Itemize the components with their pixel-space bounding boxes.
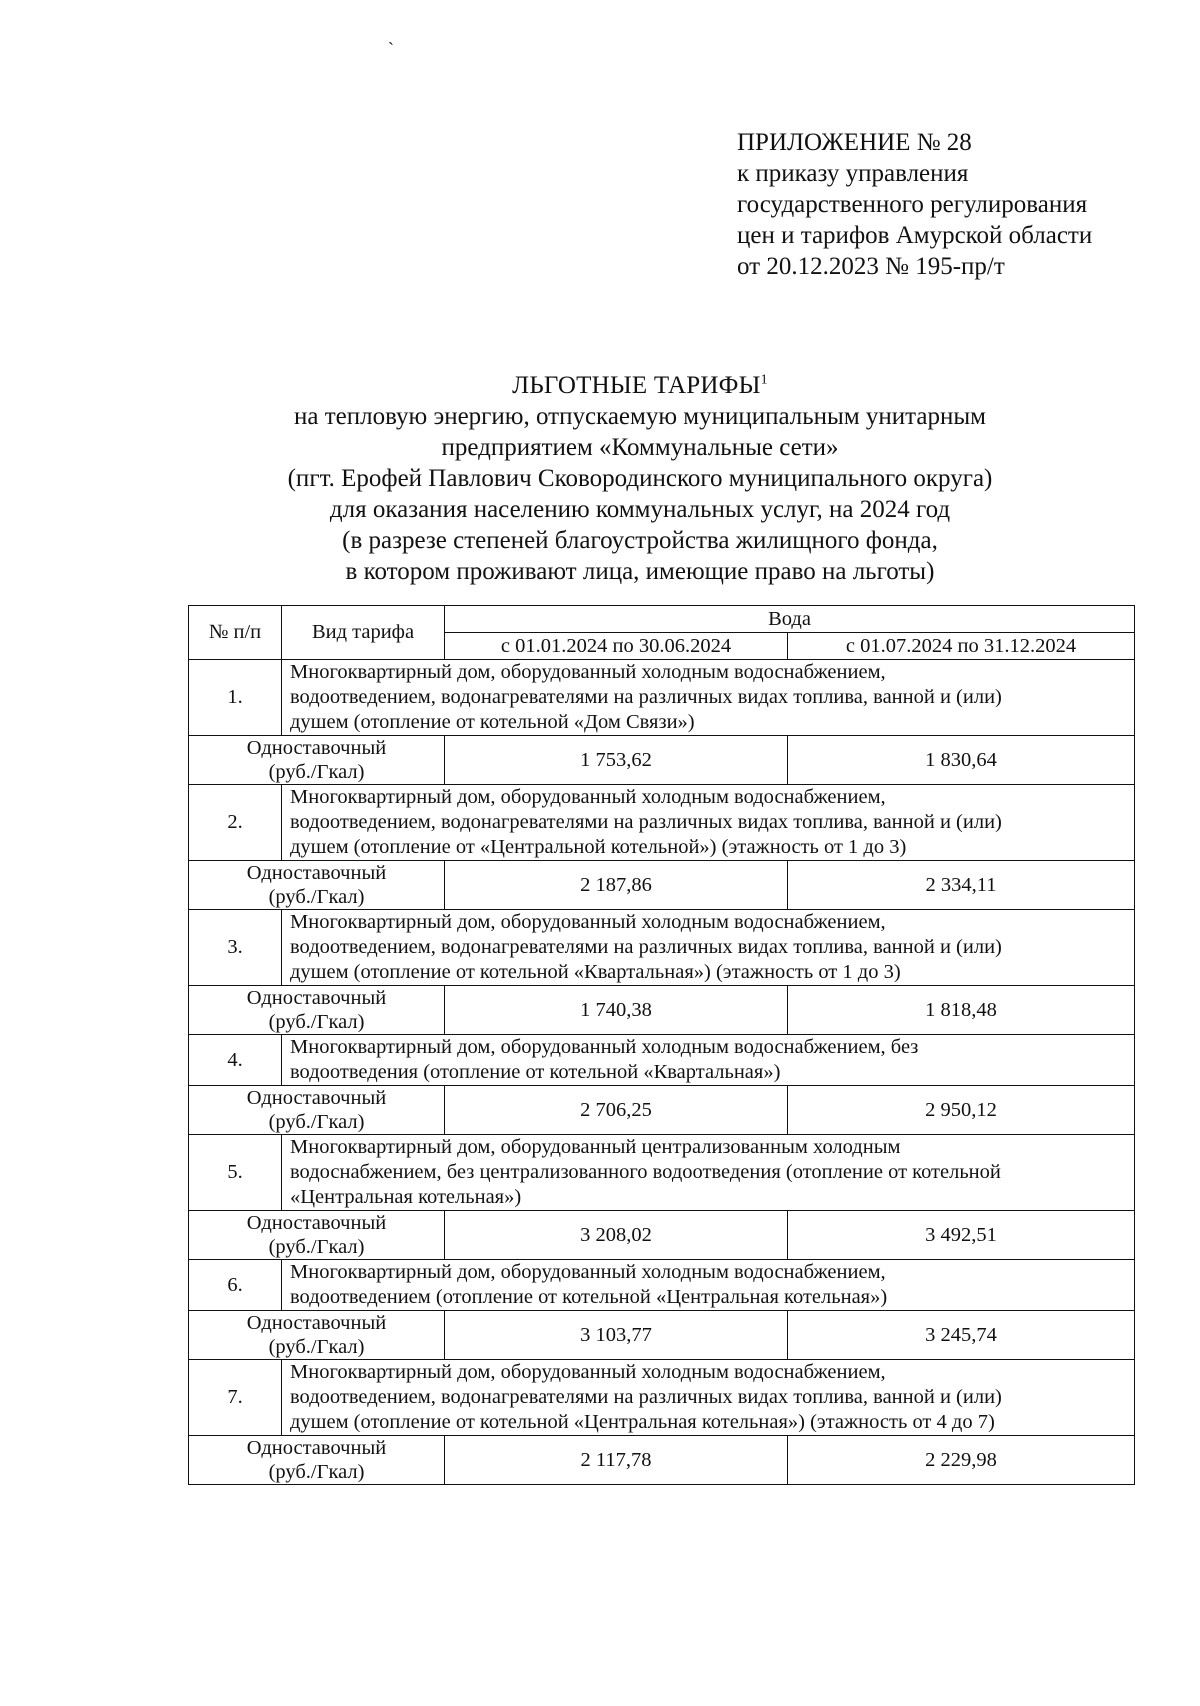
tariff-type-line: (руб./Гкал) — [268, 1011, 365, 1033]
appendix-number: ПРИЛОЖЕНИЕ № 28 — [737, 129, 972, 156]
appendix-line: государственного регулирования — [737, 191, 1088, 218]
description-line: душем (отопление от котельной «Дом Связи») — [290, 711, 695, 733]
tariff-type-line: Одноставочный — [246, 1212, 387, 1234]
description-line: Многоквартирный дом, оборудованный централизованным холодным — [290, 1136, 901, 1158]
title-main — [180, 370, 1100, 401]
tariff-type-line: Одноставочный — [246, 987, 387, 1009]
housing-description — [282, 1135, 1135, 1211]
housing-description — [282, 1260, 1135, 1311]
description-line: душем (отопление от котельной «Центральная котельная») (этажность от 4 до 7) — [290, 1411, 995, 1433]
tariff-type-line: Одноставочный — [246, 1087, 387, 1109]
description-line: «Центральная котельная») — [290, 1186, 522, 1208]
tariff-values-row — [189, 1436, 1135, 1485]
tariff-type-line: (руб./Гкал) — [268, 886, 365, 908]
row-number: 6. — [189, 1260, 282, 1311]
tariffs-table — [188, 605, 1135, 1485]
tariff-type-line: (руб./Гкал) — [268, 1111, 365, 1133]
description-line: Многоквартирный дом, оборудованный холодным водоснабжением, — [290, 661, 886, 683]
tariff-type-line: (руб./Гкал) — [268, 761, 365, 783]
tariff-value-period-1: 2 117,78 — [445, 1436, 788, 1485]
tariffs-table-body — [189, 606, 1135, 1485]
row-number: 2. — [189, 785, 282, 861]
tariff-type-cell — [189, 1086, 445, 1135]
housing-category-row — [189, 1035, 1135, 1086]
housing-category-row — [189, 1260, 1135, 1311]
description-line: Многоквартирный дом, оборудованный холодным водоснабжением, — [290, 786, 886, 808]
tariff-value-period-2: 3 245,74 — [788, 1311, 1135, 1360]
housing-description — [282, 785, 1135, 861]
tariff-value-period-2: 2 229,98 — [788, 1436, 1135, 1485]
housing-description — [282, 910, 1135, 986]
tariff-value-period-1: 3 103,77 — [445, 1311, 788, 1360]
appendix-order-date: от 20.12.2023 № 195-пр/т — [737, 253, 1005, 280]
tariff-type-line: Одноставочный — [246, 1312, 387, 1334]
description-line: Многоквартирный дом, оборудованный холодным водоснабжением, — [290, 1261, 886, 1283]
tariff-values-row — [189, 1086, 1135, 1135]
description-line: Многоквартирный дом, оборудованный холодным водоснабжением, — [290, 911, 886, 933]
title-line: (в разрезе степеней благоустройства жилищного фонда, — [342, 527, 938, 554]
tariff-values-row — [189, 1311, 1135, 1360]
tariff-type-cell — [189, 1311, 445, 1360]
description-line: водоотведением, водонагревателями на различных видах топлива, ванной и (или) — [290, 686, 1002, 708]
description-line: Многоквартирный дом, оборудованный холодным водоснабжением, — [290, 1361, 886, 1383]
row-number: 7. — [189, 1360, 282, 1436]
description-line: водоотведением (отопление от котельной «Центральная котельная») — [290, 1286, 888, 1308]
header-period-2: с 01.07.2024 по 31.12.2024 — [788, 633, 1135, 660]
tariff-value-period-1: 2 706,25 — [445, 1086, 788, 1135]
tariff-value-period-1: 2 187,86 — [445, 861, 788, 910]
title-text: ЛЬГОТНЫЕ ТАРИФЫ — [512, 372, 761, 399]
tariff-values-row — [189, 986, 1135, 1035]
tariff-type-line: (руб./Гкал) — [268, 1236, 365, 1258]
housing-description — [282, 1035, 1135, 1086]
description-line: Многоквартирный дом, оборудованный холодным водоснабжением, без — [290, 1036, 919, 1058]
description-line: душем (отопление от котельной «Квартальная») (этажность от 1 до 3) — [290, 961, 901, 983]
tariff-values-row — [189, 1211, 1135, 1260]
row-number: 5. — [189, 1135, 282, 1211]
header-tariff-type: Вид тарифа — [282, 606, 445, 660]
description-line: водоснабжением, без централизованного водоотведения (отопление от котельной — [290, 1161, 1001, 1183]
housing-category-row — [189, 910, 1135, 986]
tariff-type-cell — [189, 1436, 445, 1485]
tariff-value-period-2: 2 950,12 — [788, 1086, 1135, 1135]
title-line: для оказания населению коммунальных услуг, на 2024 год — [329, 496, 951, 523]
tariff-value-period-2: 2 334,11 — [788, 861, 1135, 910]
tariff-value-period-1: 1 753,62 — [445, 736, 788, 785]
appendix-line: к приказу управления — [737, 160, 969, 187]
title-line: предприятием «Коммунальные сети» — [441, 434, 839, 461]
housing-description — [282, 660, 1135, 736]
description-line: водоотведением, водонагревателями на различных видах топлива, ванной и (или) — [290, 936, 1002, 958]
housing-category-row — [189, 660, 1135, 736]
tariff-values-row — [189, 736, 1135, 785]
row-number: 4. — [189, 1035, 282, 1086]
tariff-value-period-1: 1 740,38 — [445, 986, 788, 1035]
row-number: 1. — [189, 660, 282, 736]
header-number: № п/п — [189, 606, 282, 660]
tariff-value-period-1: 3 208,02 — [445, 1211, 788, 1260]
description-line: водоотведения (отопление от котельной «Квартальная») — [290, 1061, 781, 1083]
scan-mark: ` — [388, 39, 394, 59]
header-period-1: с 01.01.2024 по 30.06.2024 — [445, 633, 788, 660]
tariff-type-line: Одноставочный — [246, 1437, 387, 1459]
appendix-line: цен и тарифов Амурской области — [737, 222, 1093, 249]
tariff-type-cell — [189, 986, 445, 1035]
housing-category-row — [189, 1135, 1135, 1211]
tariff-values-row — [189, 861, 1135, 910]
tariff-type-line: (руб./Гкал) — [268, 1336, 365, 1358]
footnote-mark: 1 — [760, 372, 768, 388]
title-line: в котором проживают лица, имеющие право на льготы) — [345, 558, 935, 585]
header-group-water: Вода — [445, 606, 1135, 633]
housing-description — [282, 1360, 1135, 1436]
housing-category-row — [189, 785, 1135, 861]
description-line: душем (отопление от «Центральной котельной») (этажность от 1 до 3) — [290, 836, 907, 858]
document-title — [180, 370, 1100, 587]
table-header-row — [189, 606, 1135, 633]
tariff-type-cell — [189, 861, 445, 910]
title-line: (пгт. Ерофей Павлович Сковородинского муниципального округа) — [287, 465, 993, 492]
tariff-value-period-2: 1 818,48 — [788, 986, 1135, 1035]
description-line: водоотведением, водонагревателями на различных видах топлива, ванной и (или) — [290, 1386, 1002, 1408]
description-line: водоотведением, водонагревателями на различных видах топлива, ванной и (или) — [290, 811, 1002, 833]
tariff-type-line: Одноставочный — [246, 862, 387, 884]
tariff-type-line: Одноставочный — [246, 737, 387, 759]
housing-category-row — [189, 1360, 1135, 1436]
row-number: 3. — [189, 910, 282, 986]
appendix-block — [737, 127, 1177, 282]
tariff-type-cell — [189, 736, 445, 785]
tariff-type-line: (руб./Гкал) — [268, 1461, 365, 1483]
tariff-value-period-2: 3 492,51 — [788, 1211, 1135, 1260]
title-line: на тепловую энергию, отпускаемую муниципальным унитарным — [293, 403, 986, 430]
tariff-type-cell — [189, 1211, 445, 1260]
tariff-value-period-2: 1 830,64 — [788, 736, 1135, 785]
